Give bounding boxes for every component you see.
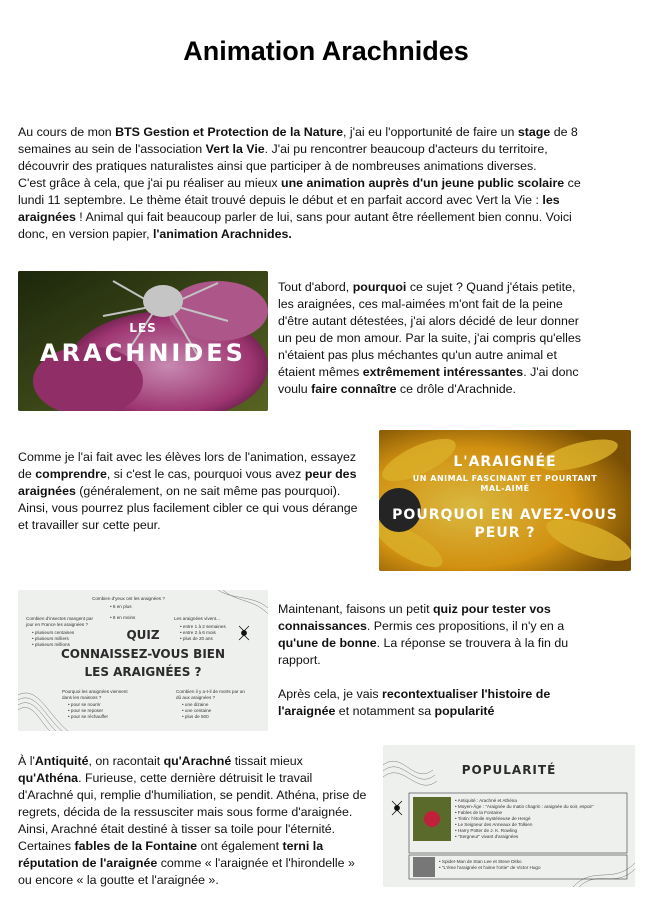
quiz-question-5: Combien il y a-t-il de morts par an dû aux araignées ? bbox=[176, 689, 245, 700]
quiz-q5-opt1: • une dizaine bbox=[182, 702, 209, 707]
quiz-q4-opt2: • pour se reposer bbox=[68, 708, 104, 713]
popularite-title: POPULARITÉ bbox=[461, 763, 557, 777]
yellow-flower-illustration bbox=[379, 430, 631, 571]
quiz-q5-opt3: • plus de 500 bbox=[182, 714, 209, 719]
popularite-item: • Le Seigneur des Anneaux de Tolkien bbox=[455, 822, 533, 827]
popularite-item: • Moyen-Âge : "Araignée du matin chagrin : araignée du soir, espoir" bbox=[455, 804, 594, 809]
araignee-subheading: UN ANIMAL FASCINANT ET POURTANT MAL-AIMÉ bbox=[412, 474, 598, 493]
quiz-q2-opt3: • plusieurs millions bbox=[32, 642, 70, 647]
quiz-title-3: LES ARAIGNÉES ? bbox=[84, 665, 202, 679]
popularite-item: • "Sergneur" vivant d'araignées bbox=[455, 834, 519, 839]
section3-paragraph-1: Maintenant, faisons un petit quiz pour tester vos connaissances. Permis ces propositions, il n'y en a qu'une de bonne. La réponse se trouvera à la fin du rapport. bbox=[278, 602, 569, 667]
section1-paragraph: Tout d'abord, pourquoi ce sujet ? Quand j'étais petite, les araignées, ces mal-aimées m'ont fait de la peine d'être autant détestées, j'ai alors décidé de leur donner un peu de mon amour. Par la suite, j'ai compris qu'elles n'étaient pas plus méchantes qu'un autre animal et étaient mêmes extrêmement intéressantes. J'ai donc voulu faire connaître ce drôle d'Arachnide. bbox=[278, 280, 581, 396]
araignee-heading: L'ARAIGNÉE bbox=[453, 454, 557, 470]
quiz-q1-opt2: • 8 en moins bbox=[110, 615, 136, 620]
quiz-title-1: QUIZ bbox=[126, 628, 160, 642]
quiz-q4-opt1: • pour se nourrir bbox=[68, 702, 101, 707]
quiz-q3-opt1: • entre 1 à 2 semaines bbox=[180, 624, 226, 629]
quiz-question-4: Pourquoi les araignées viennent dans les maisons ? bbox=[62, 689, 128, 700]
popularite-item: • "L'ème l'araignée et l'aime l'ortie" de Victor Hugo bbox=[439, 865, 541, 870]
quiz-q1-opt1: • 8 en plus bbox=[110, 604, 132, 609]
section2-paragraph: Comme je l'ai fait avec les élèves lors de l'animation, essayez de comprendre, si c'est le cas, pourquoi vous avez peur des araignées (généralement, on ne sait même pas pourquoi). Ainsi, vous pourrez plus facilement cibler ce qui vous dérange et travailler sur cette peur. bbox=[18, 450, 358, 532]
popularite-item: • Antiquité : Arachné et Athéna bbox=[455, 798, 517, 803]
section4-paragraph: À l'Antiquité, on racontait qu'Arachné tissait mieux qu'Athéna. Furieuse, cette dernière détruisit le travail d'Arachné qui, remplie d'humiliation, se pendit. Athéna, prise de regrets, décida de la ressusciter mais sous forme d'araignée. Ainsi, Arachné était destiné à tisser sa toile pour l'éternité. Certaines fables de la Fontaine ont également terni la réputation de l'araignée comme « l'araignée et l'hirondelle » ou encore « la goutte et l'araignée ». bbox=[18, 754, 367, 887]
quiz-title-2: CONNAISSEZ-VOUS BIEN bbox=[60, 647, 226, 661]
araignee-image bbox=[379, 430, 631, 571]
intro-paragraph: Au cours de mon BTS Gestion et Protection de la Nature, j'ai eu l'opportunité de faire un stage de 8 semaines au sein de l'association Vert la Vie. J'ai pu rencontrer beaucoup d'acteurs du territoire, découvrir des pratiques naturalistes ainsi que participer à de nombreuses animations diverses. C'est grâce à cela, que j'ai pu réaliser au mieux une animation auprès d'un jeune public scolaire ce lundi 11 septembre. Le thème était trouvé depuis le début et en parfait accord avec Vert la Vie : les araignées ! Animal qui fait beaucoup parler de lui, sans pour autant être réellement bien connu. Voici donc, en version papier, l'animation Arachnides. bbox=[18, 125, 581, 241]
quiz-image bbox=[18, 590, 268, 731]
quiz-q3-opt2: • entre 2 à 6 mois bbox=[180, 630, 216, 635]
quiz-q3-opt3: • plus de 20 ans bbox=[180, 636, 213, 641]
image-caption-big: ARACHNIDES bbox=[40, 339, 246, 367]
araignee-question: POURQUOI EN AVEZ-VOUS PEUR ? bbox=[392, 507, 618, 541]
section3-paragraph-2: Après cela, je vais recontextualiser l'histoire de l'araignée et notamment sa popularité bbox=[278, 687, 551, 718]
popularite-item: • Tintin: l'étoile mystérieuse de Hergé bbox=[455, 816, 531, 821]
image-caption-small: LES bbox=[129, 321, 157, 335]
quiz-q5-opt2: • une centaine bbox=[182, 708, 212, 713]
popularite-item: • Fables de la Fontaine bbox=[455, 810, 503, 815]
quiz-q4-opt3: • pour se réchauffer bbox=[68, 714, 109, 719]
popularite-item: • Harry Potter de J. K. Rowling bbox=[455, 828, 518, 833]
popularite-item: • Spider-Man de Stan Lee et Steve Ditko bbox=[439, 859, 522, 864]
arachnides-image bbox=[18, 271, 268, 411]
popularite-list bbox=[455, 798, 620, 840]
quiz-question-1: Combien d'yeux ont les araignées ? bbox=[92, 596, 165, 601]
page-title: Animation Arachnides bbox=[183, 36, 469, 66]
popularite-image bbox=[383, 745, 635, 887]
quiz-question-2: Combien d'insectes mangent par jour en France les araignées ? bbox=[26, 616, 94, 627]
quiz-q2-opt1: • plusieurs centaines bbox=[32, 630, 75, 635]
quiz-question-3: Les araignées vivent... bbox=[174, 616, 220, 621]
quiz-q2-opt2: • plusieurs milliers bbox=[32, 636, 69, 641]
popularite-list-2 bbox=[439, 859, 619, 871]
